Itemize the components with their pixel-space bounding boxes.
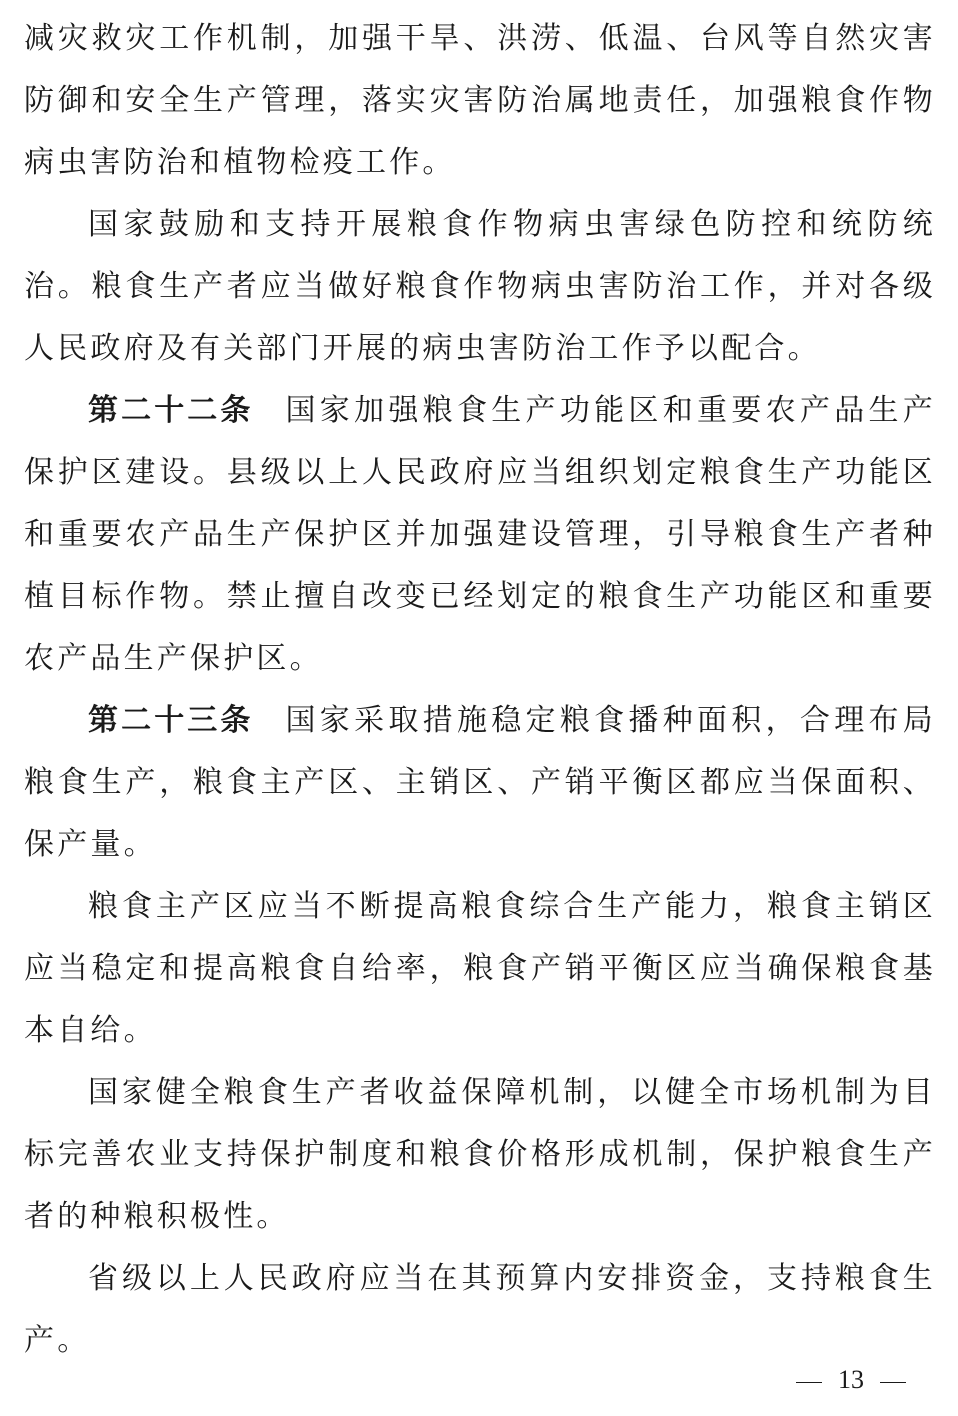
article-text: 国家加强粮食生产功能区和重要农产品生产保护区建设。县级以上人民政府应当组织划定粮食生产功能区和重要农产品生产保护区并加强建设管理，引导粮食生产者种植目标作物。禁止擅自改变已经划定的粮食生产功能区和重要农产品生产保护区。 (24, 393, 936, 676)
paragraph-production-areas (24, 876, 936, 1062)
paragraph-text: 省级以上人民政府应当在其预算内安排资金，支持粮食生产。 (24, 1261, 936, 1358)
page-footer (796, 1362, 926, 1398)
paragraph-pest-control (24, 194, 936, 380)
document-body (24, 8, 936, 1372)
footer-dash-left (796, 1382, 822, 1383)
article-text: 国家采取措施稳定粮食播种面积，合理布局粮食生产，粮食主产区、主销区、产销平衡区都应当保面积、保产量。 (24, 703, 936, 862)
paragraph-text: 国家鼓励和支持开展粮食作物病虫害绿色防控和统防统治。粮食生产者应当做好粮食作物病虫害防治工作，并对各级人民政府及有关部门开展的病虫害防治工作予以配合。 (24, 207, 936, 366)
paragraph-disaster-prevention (24, 8, 936, 194)
paragraph-text: 减灾救灾工作机制，加强干旱、洪涝、低温、台风等自然灾害防御和安全生产管理，落实灾害防治属地责任，加强粮食作物病虫害防治和植物检疫工作。 (24, 21, 936, 180)
paragraph-budget-funding (24, 1248, 936, 1372)
article-22 (24, 380, 936, 690)
paragraph-income-guarantee (24, 1062, 936, 1248)
article-number: 第二十三条 (88, 703, 254, 738)
footer-dash-right (880, 1382, 906, 1383)
page-number: 13 (838, 1365, 864, 1394)
paragraph-text: 国家健全粮食生产者收益保障机制，以健全市场机制为目标完善农业支持保护制度和粮食价格形成机制，保护粮食生产者的种粮积极性。 (24, 1075, 936, 1234)
article-23 (24, 690, 936, 876)
paragraph-text: 粮食主产区应当不断提高粮食综合生产能力，粮食主销区应当稳定和提高粮食自给率，粮食产销平衡区应当确保粮食基本自给。 (24, 889, 936, 1048)
article-number: 第二十二条 (88, 393, 254, 428)
